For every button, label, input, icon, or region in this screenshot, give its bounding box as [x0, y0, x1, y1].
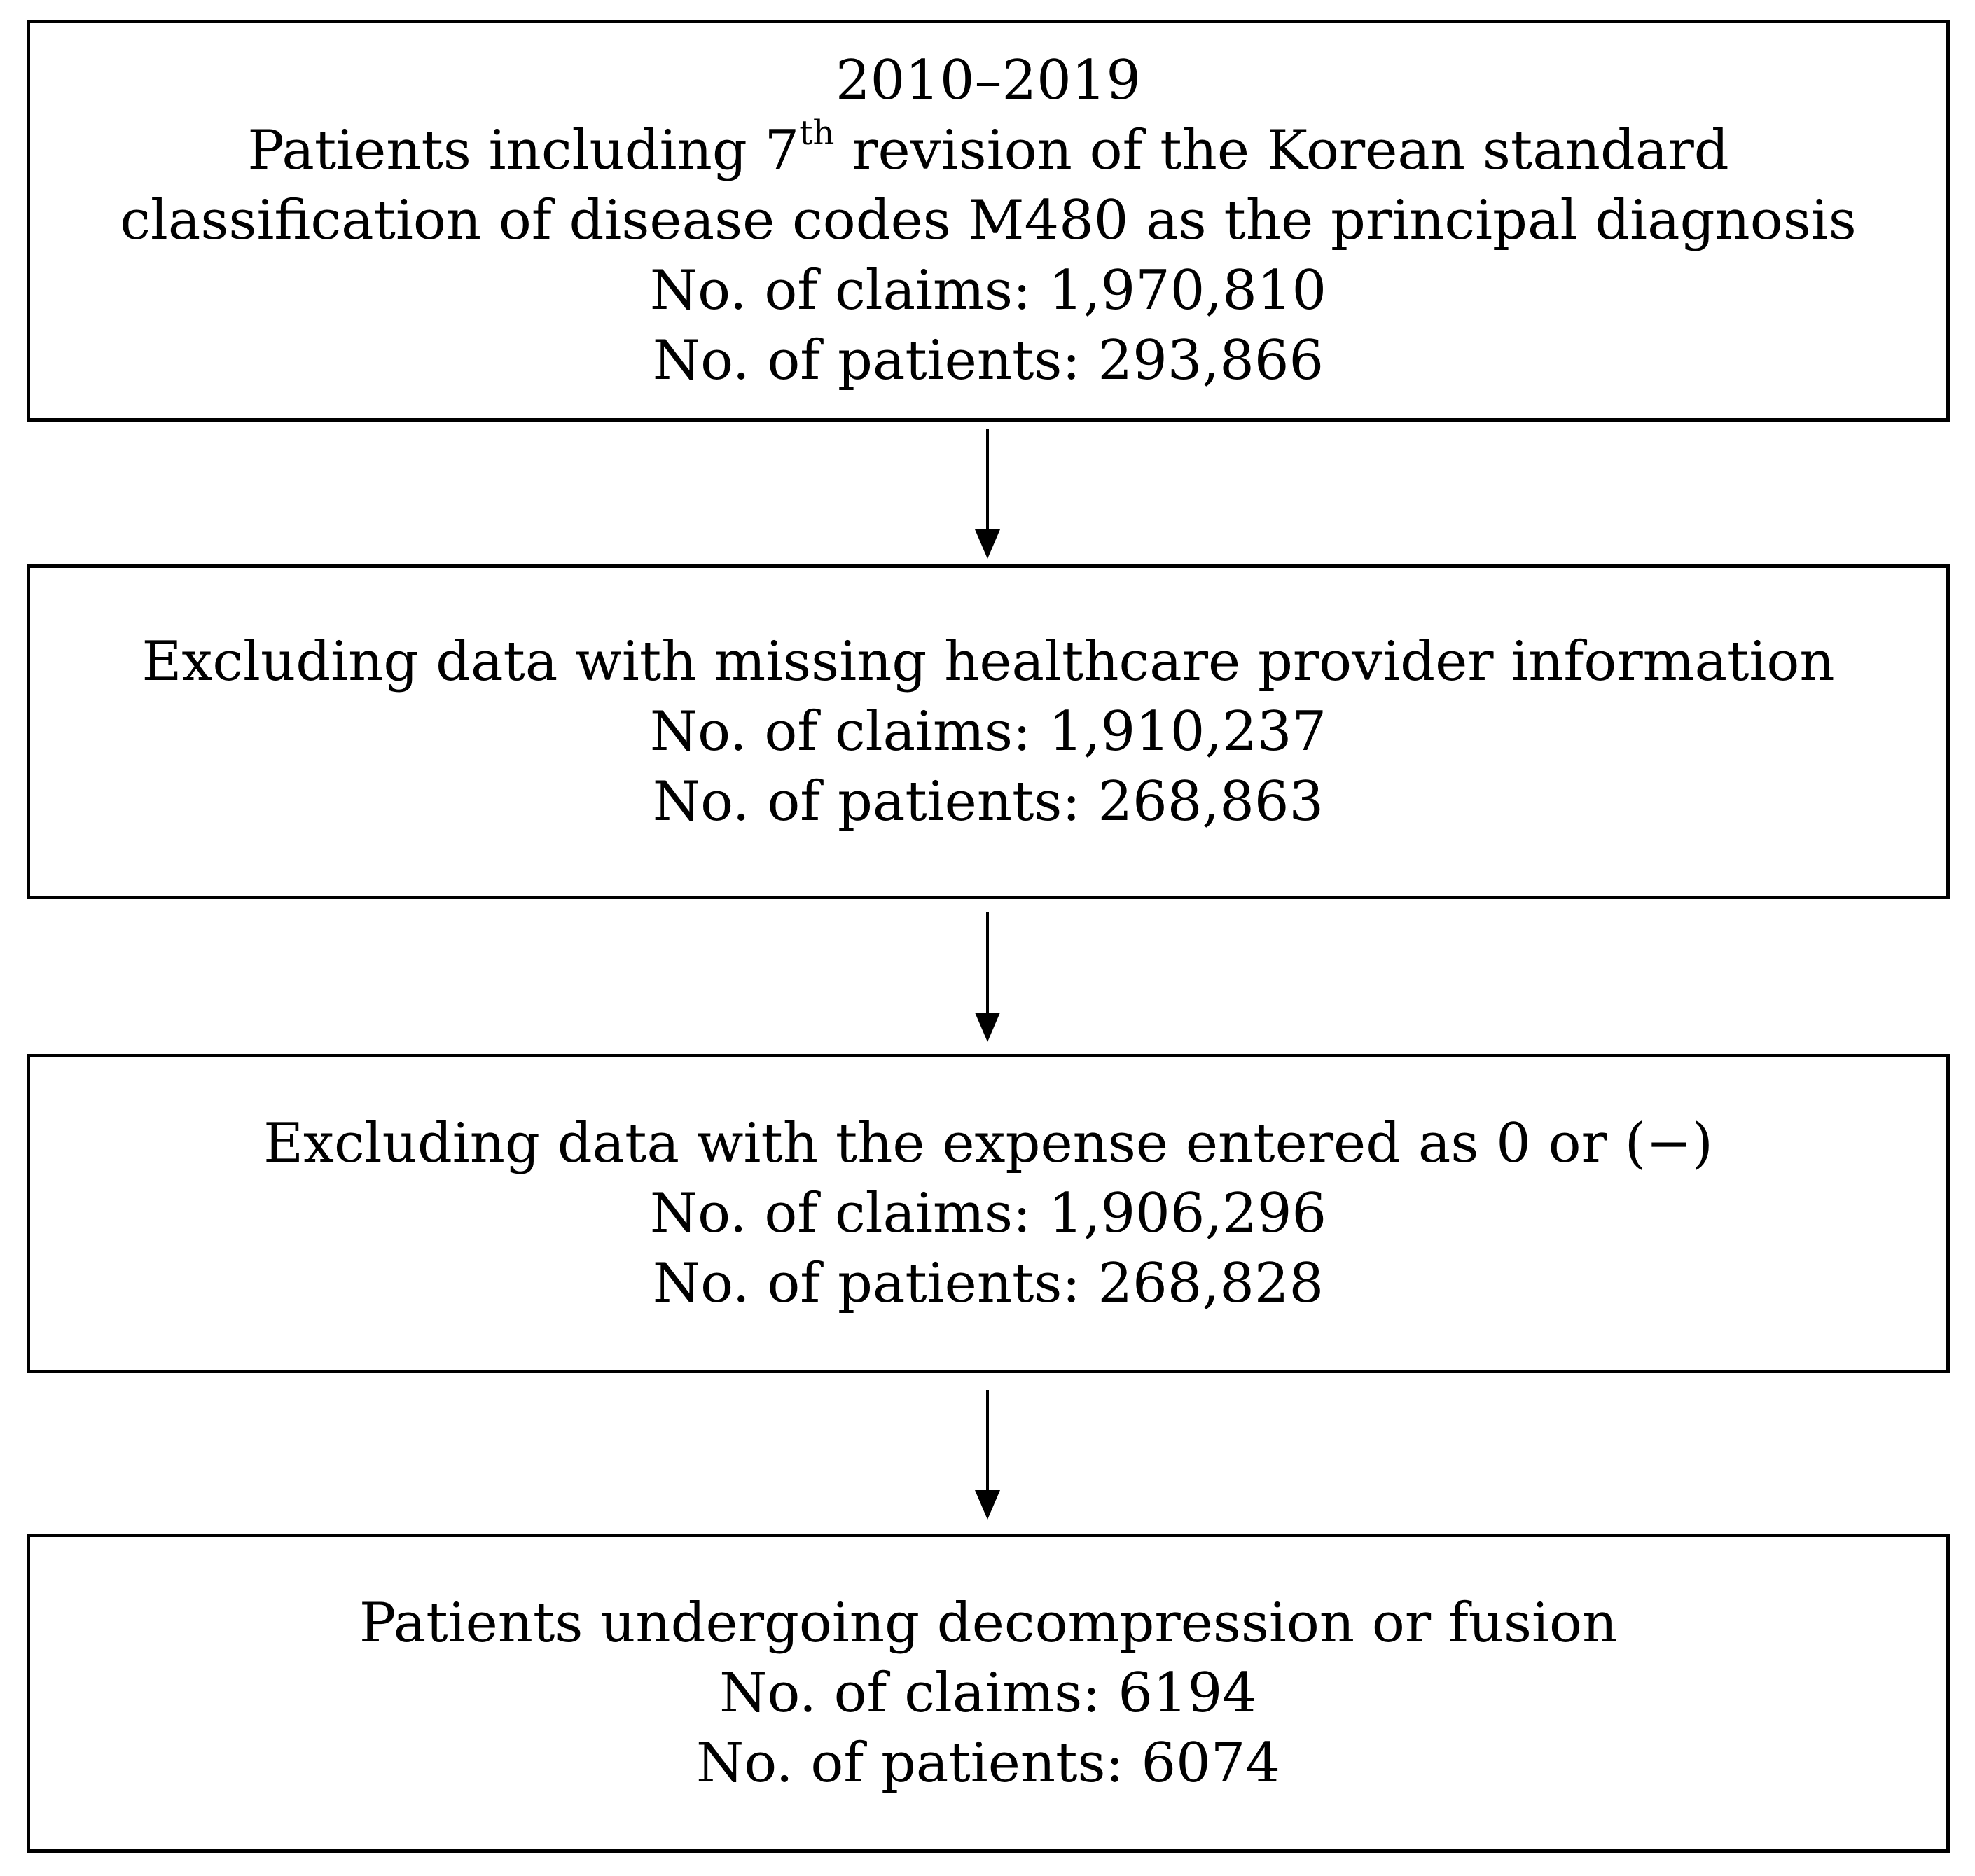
box-2-claims: No. of claims: 1,910,237	[649, 700, 1327, 763]
down-arrow-2	[975, 912, 1000, 1042]
box-3-claims: No. of claims: 1,906,296	[649, 1182, 1327, 1245]
arrow-3-head	[975, 1490, 1000, 1520]
arrow-2-head	[975, 1013, 1000, 1042]
arrow-3-shaft	[986, 1390, 989, 1492]
box-2-line-1: Excluding data with missing healthcare provider information	[141, 630, 1835, 693]
down-arrow-3	[975, 1390, 1000, 1520]
flow-box-exclude-missing-provider	[27, 564, 1950, 899]
box-1-patients: No. of patients: 293,866	[652, 329, 1324, 392]
box-4-patients: No. of patients: 6074	[695, 1732, 1281, 1795]
box-1-line-2-before: Patients including 7	[247, 119, 800, 182]
flow-box-source-population	[27, 20, 1950, 422]
box-1-line-2	[247, 113, 1729, 186]
arrow-2-shaft	[986, 912, 989, 1014]
down-arrow-1	[975, 429, 1000, 559]
box-2-patients: No. of patients: 268,863	[652, 770, 1324, 833]
box-3-line-1: Excluding data with the expense entered as 0 or (−)	[263, 1112, 1713, 1175]
box-3-patients: No. of patients: 268,828	[652, 1252, 1324, 1315]
arrow-1-head	[975, 529, 1000, 559]
box-1-line-3: classification of disease codes M480 as the principal diagnosis	[120, 189, 1857, 252]
arrow-1-shaft	[986, 429, 989, 531]
box-1-line-2-after: revision of the Korean standard	[834, 119, 1729, 182]
box-1-line-1: 2010–2019	[835, 49, 1141, 112]
flow-box-exclude-zero-expense	[27, 1054, 1950, 1373]
box-4-line-1: Patients undergoing decompression or fusion	[359, 1592, 1618, 1655]
flow-box-final-cohort	[27, 1534, 1950, 1853]
box-4-claims: No. of claims: 6194	[719, 1662, 1257, 1725]
box-1-claims: No. of claims: 1,970,810	[649, 259, 1327, 322]
box-1-line-2-superscript: th	[799, 113, 835, 153]
